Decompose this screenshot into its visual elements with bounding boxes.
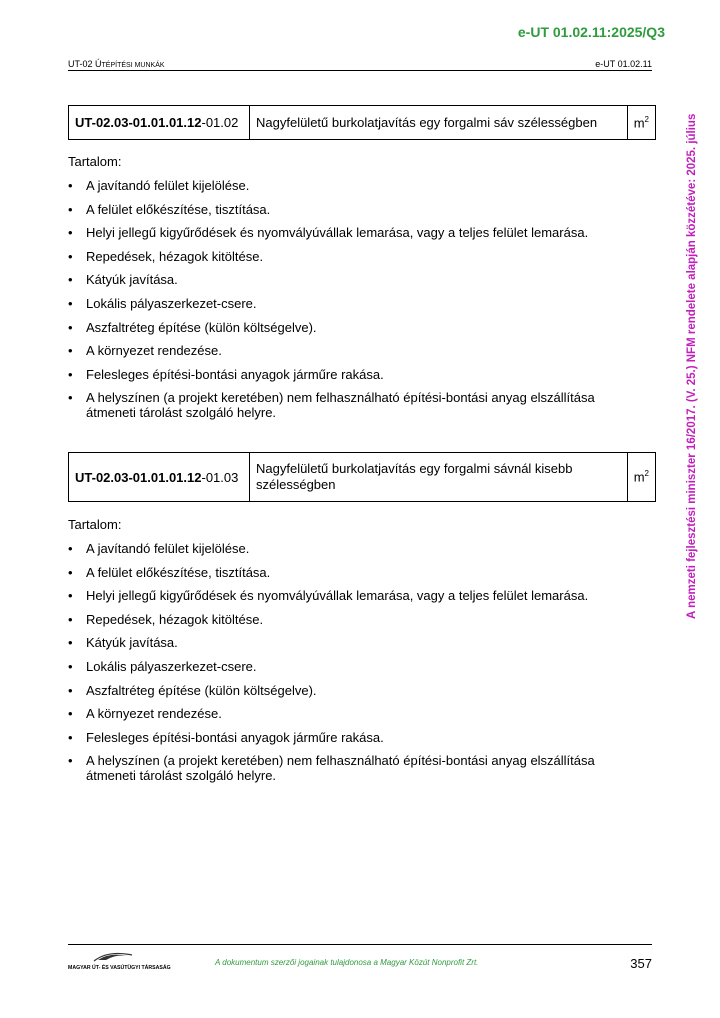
item-code-suffix: -01.03	[201, 469, 239, 485]
bullet-icon: •	[68, 319, 73, 335]
header-left-rest: TÉPÍTÉSI MUNKÁK	[101, 62, 165, 69]
bullet-icon: •	[68, 729, 73, 745]
list-item	[68, 178, 628, 193]
item-title-line1: Nagyfelületű burkolatjavítás egy forgalmi sávnál kisebb	[256, 461, 573, 476]
list-item	[68, 659, 628, 674]
list-item-text: A helyszínen (a projekt keretében) nem felhasználható építési-bontási anyag elszállítása átmeneti tárolást szolgáló helyre.	[86, 753, 595, 784]
bullet-icon: •	[68, 588, 73, 604]
running-header-left	[68, 59, 165, 69]
header-divider	[68, 70, 652, 71]
list-item	[68, 320, 628, 335]
page-number: 357	[630, 956, 652, 971]
bullet-icon: •	[68, 343, 73, 359]
organization-logo	[68, 950, 171, 972]
list-item	[68, 202, 628, 217]
header-left-prefix: UT-02	[68, 59, 96, 69]
list-item	[68, 612, 628, 627]
item-unit	[627, 106, 655, 140]
bullet-icon: •	[68, 611, 73, 627]
list-item	[68, 730, 628, 745]
list-item-text: A felület előkészítése, tisztítása.	[86, 564, 271, 580]
contents-list-1	[68, 178, 628, 429]
list-item-text: Kátyúk javítása.	[86, 635, 178, 651]
unit-base: m	[633, 469, 645, 485]
list-item	[68, 753, 628, 783]
list-item-text: A javítandó felület kijelölése.	[86, 541, 250, 556]
item-code-bold: UT-02.03-01.01.01.12	[75, 469, 202, 485]
contents-list-2	[68, 541, 628, 792]
bullet-icon: •	[68, 564, 73, 580]
list-item-text: A helyszínen (a projekt keretében) nem felhasználható építési-bontási anyag elszállítása átmeneti tárolást szolgáló helyre.	[86, 390, 595, 421]
item-title	[250, 453, 628, 502]
list-item-text: Kátyúk javítása.	[86, 272, 178, 288]
header-left-initial: Ú	[95, 59, 102, 69]
item-code	[69, 453, 250, 502]
list-item-text: Aszfaltréteg építése (külön költségelve).	[86, 682, 317, 698]
bullet-icon: •	[68, 706, 73, 722]
unit-base: m	[633, 115, 645, 131]
list-item	[68, 565, 628, 580]
list-item	[68, 343, 628, 358]
bullet-icon: •	[68, 201, 73, 217]
list-item-text: Lokális pályaszerkezet-csere.	[86, 658, 257, 674]
item-table-1	[68, 105, 656, 140]
running-header-right: e-UT 01.02.11	[595, 59, 652, 69]
list-item-text: A környezet rendezése.	[86, 706, 222, 722]
svg-text:MAGYAR ÚT- ÉS VASÚTÜGYI TÁRSAS: MAGYAR ÚT- ÉS VASÚTÜGYI TÁRSASÁG	[68, 965, 171, 971]
copyright-note: A dokumentum szerzői jogainak tulajdonosa a Magyar Közút Nonprofit Zrt.	[215, 958, 479, 967]
bullet-icon: •	[68, 272, 73, 288]
list-item	[68, 249, 628, 264]
list-item-text: A javítandó felület kijelölése.	[86, 178, 250, 193]
list-item-text: Helyi jellegű kigyűrődések és nyomvályúvállak lemarása, vagy a teljes felület lemarása.	[86, 588, 589, 604]
bullet-icon: •	[68, 658, 73, 674]
bullet-icon: •	[68, 366, 73, 382]
bullet-icon: •	[68, 753, 73, 769]
bullet-icon: •	[68, 295, 73, 311]
list-item	[68, 706, 628, 721]
list-item	[68, 390, 628, 420]
contents-label: Tartalom:	[68, 154, 122, 169]
item-title-line1: Nagyfelületű burkolatjavítás egy forgalmi sáv szélességben	[256, 115, 598, 130]
list-item-text: Lokális pályaszerkezet-csere.	[86, 295, 257, 311]
list-item-text: Helyi jellegű kigyűrődések és nyomvályúvállak lemarása, vagy a teljes felület lemarása.	[86, 225, 589, 241]
list-item-text: Repedések, hézagok kitöltése.	[86, 248, 264, 264]
list-item-text: A környezet rendezése.	[86, 343, 222, 359]
list-item-text: Felesleges építési-bontási anyagok járműre rakása.	[86, 366, 384, 382]
item-code	[69, 106, 250, 140]
bullet-icon: •	[68, 178, 73, 193]
list-item-text: Aszfaltréteg építése (külön költségelve).	[86, 319, 317, 335]
bullet-icon: •	[68, 225, 73, 241]
list-item-text: Repedések, hézagok kitöltése.	[86, 611, 264, 627]
list-item	[68, 296, 628, 311]
side-publication-note: A nemzeti fejlesztési miniszter 16/2017. (V. 25.) NFM rendelete alapján közzétéve: 2025. július	[686, 113, 698, 619]
unit-exponent: 2	[644, 469, 649, 479]
contents-label: Tartalom:	[68, 517, 122, 532]
item-code-bold: UT-02.03-01.01.01.12	[75, 115, 202, 130]
list-item	[68, 367, 628, 382]
list-item	[68, 683, 628, 698]
list-item	[68, 272, 628, 287]
document-code: e-UT 01.02.11:2025/Q3	[517, 24, 665, 40]
item-code-suffix: -01.02	[201, 115, 239, 130]
list-item	[68, 588, 628, 603]
item-title-line2: szélességben	[256, 477, 336, 492]
list-item	[68, 225, 628, 240]
bullet-icon: •	[68, 248, 73, 264]
list-item-text: A felület előkészítése, tisztítása.	[86, 201, 271, 217]
item-title	[250, 106, 628, 140]
bullet-icon: •	[68, 682, 73, 698]
list-item-text: Felesleges építési-bontási anyagok járműre rakása.	[86, 729, 384, 745]
item-table-2	[68, 452, 656, 502]
unit-exponent: 2	[644, 114, 649, 124]
bullet-icon: •	[68, 635, 73, 651]
item-unit	[627, 453, 655, 502]
list-item	[68, 541, 628, 556]
bullet-icon: •	[68, 541, 73, 556]
footer-divider	[68, 944, 652, 945]
list-item	[68, 635, 628, 650]
bullet-icon: •	[68, 390, 73, 406]
